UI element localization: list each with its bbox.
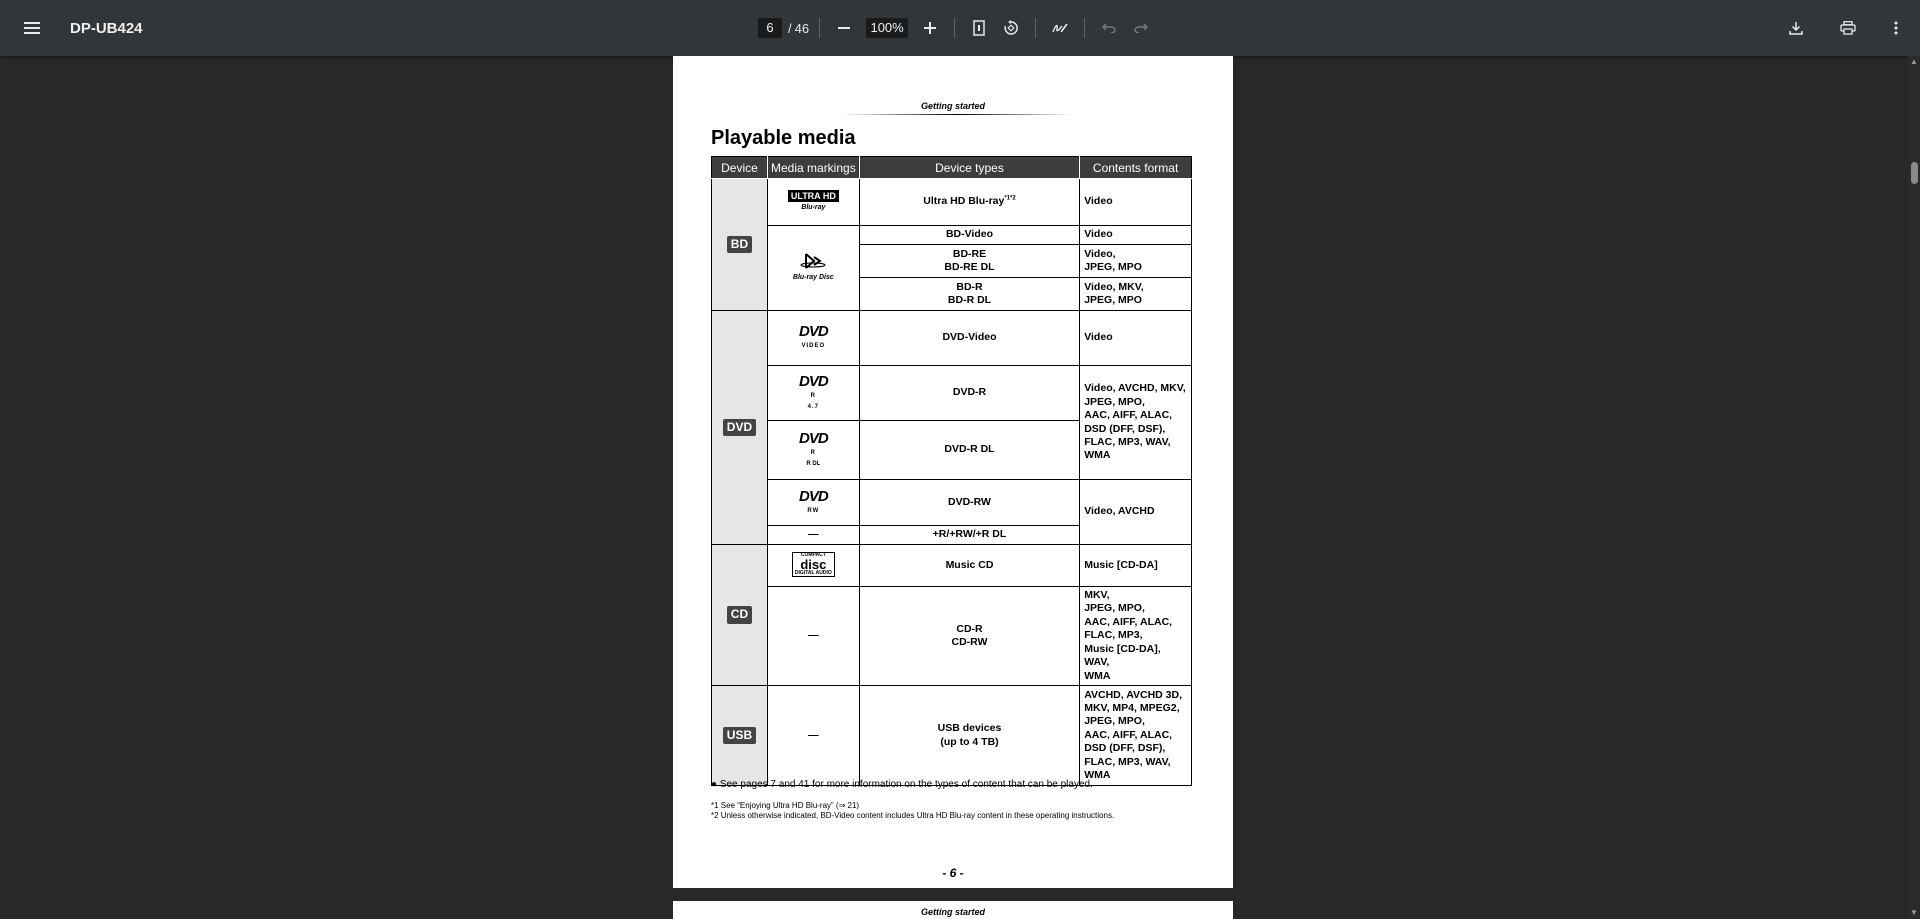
- device-type-bd-r: BD-R BD-R DL: [859, 278, 1079, 311]
- ultra-hd-bluray-logo-icon: ULTRA HD Blu-ray: [788, 191, 839, 212]
- scroll-up-icon[interactable]: ▲: [1910, 57, 1918, 66]
- device-cell-cd: [712, 545, 768, 686]
- redo-icon[interactable]: [1127, 14, 1155, 42]
- table-row: [712, 686, 1192, 786]
- col-header-media-markings: Media markings: [767, 157, 859, 179]
- playable-media-table: [711, 156, 1192, 786]
- media-mark-dvd-r-dl: [767, 421, 859, 480]
- col-header-device-types: Device types: [859, 157, 1079, 179]
- media-mark-music-cd: [767, 545, 859, 587]
- device-type-dvd-r-dl: DVD-R DL: [859, 421, 1079, 480]
- page-7: [673, 901, 1233, 919]
- page-total: 46: [794, 20, 810, 36]
- page-number: - 6 -: [942, 866, 964, 880]
- more-vert-icon[interactable]: [1882, 14, 1910, 42]
- media-mark-dvd-rw: [767, 480, 859, 526]
- device-type-uhd: Ultra HD Blu-ray$^{*1*2}$: [859, 179, 1079, 226]
- toolbar-divider: [1084, 18, 1085, 38]
- media-mark-plus-r: —: [767, 526, 859, 545]
- section-title: Playable media: [711, 127, 856, 149]
- media-mark-dvd-video: [767, 311, 859, 366]
- footnote-1: *1 See “Enjoying Ultra HD Blu-ray” (⇒ 21): [711, 801, 860, 810]
- device-type-plus-r: +R/+RW/+R DL: [859, 526, 1079, 545]
- device-badge-usb: USB: [723, 727, 756, 744]
- device-type-music-cd: Music CD: [859, 545, 1079, 587]
- table-row: [712, 480, 1192, 526]
- format-bd-re: Video, JPEG, MPO: [1080, 245, 1192, 278]
- device-badge-dvd: DVD: [723, 419, 756, 436]
- table-row: [712, 587, 1192, 686]
- dvd-r-logo-icon: DVD R 4.7: [799, 373, 828, 410]
- table-row: [712, 311, 1192, 366]
- document-viewer[interactable]: [0, 56, 1920, 919]
- device-type-usb: USB devices (up to 4 TB): [859, 686, 1079, 786]
- device-type-cd-r: CD-R CD-RW: [859, 587, 1079, 686]
- table-row: [712, 545, 1192, 587]
- format-bd-r: Video, MKV, JPEG, MPO: [1080, 278, 1192, 311]
- fit-page-icon[interactable]: [965, 14, 993, 42]
- dvd-r-dl-logo-icon: DVD R R DL: [799, 430, 828, 467]
- format-music-cd: Music [CD-DA]: [1080, 545, 1192, 587]
- document-title: DP-UB424: [70, 19, 143, 37]
- scrollbar-thumb[interactable]: [1911, 162, 1918, 184]
- footnote-2: *2 Unless otherwise indicated, BD-Video content includes Ultra HD Blu-ray content in these operating instructions.: [711, 811, 1115, 820]
- dvd-rw-logo-icon: DVD RW: [799, 487, 828, 514]
- format-cd-r: MKV, JPEG, MPO, AAC, AIFF, ALAC, FLAC, MP3, Music [CD-DA], WAV, WMA: [1080, 587, 1192, 686]
- undo-icon[interactable]: [1095, 14, 1123, 42]
- format-dvd-rw: Video, AVCHD: [1080, 480, 1192, 545]
- running-head: Getting started: [920, 907, 985, 917]
- bluray-disc-logo-icon: Blu-ray Disc: [793, 253, 834, 282]
- page-separator: /: [788, 20, 792, 36]
- col-header-device: Device: [712, 157, 768, 179]
- col-header-contents-format: Contents format: [1080, 157, 1192, 179]
- rotate-icon[interactable]: [997, 14, 1025, 42]
- format-uhd: Video: [1080, 179, 1192, 226]
- media-mark-cd-r: —: [767, 587, 859, 686]
- media-mark-dvd-r: [767, 366, 859, 421]
- annotate-icon[interactable]: [1046, 14, 1074, 42]
- zoom-in-icon[interactable]: [916, 14, 944, 42]
- media-mark-uhd: [767, 179, 859, 226]
- running-head-rule: [843, 114, 1073, 115]
- dvd-video-logo-icon: DVD VIDEO: [799, 323, 828, 350]
- device-cell-usb: [712, 686, 768, 786]
- page-number-input[interactable]: 6: [758, 18, 782, 38]
- device-type-dvd-r: DVD-R: [859, 366, 1079, 421]
- content-note: ● See pages 7 and 41 for more information on the types of content that can be played.: [711, 779, 1093, 790]
- vertical-scrollbar[interactable]: [1908, 56, 1920, 919]
- print-icon[interactable]: [1834, 14, 1862, 42]
- toolbar-divider: [954, 18, 955, 38]
- menu-icon[interactable]: [18, 14, 46, 42]
- table-row: [712, 179, 1192, 226]
- media-mark-usb: —: [767, 686, 859, 786]
- pdf-toolbar: [0, 0, 1920, 56]
- device-type-bd-video: BD-Video: [859, 226, 1079, 245]
- device-type-bd-re: BD-RE BD-RE DL: [859, 245, 1079, 278]
- format-usb: AVCHD, AVCHD 3D, MKV, MP4, MPEG2, JPEG, MPO, AAC, AIFF, ALAC, DSD (DFF, DSF), FLAC, MP3, WAV, WMA: [1080, 686, 1192, 786]
- format-dvd-r: Video, AVCHD, MKV, JPEG, MPO, AAC, AIFF, ALAC, DSD (DFF, DSF), FLAC, MP3, WAV, WMA: [1080, 366, 1192, 480]
- device-cell-dvd: [712, 311, 768, 545]
- device-badge-cd: CD: [727, 606, 752, 623]
- compact-disc-logo-icon: COMPACT disc DIGITAL AUDIO: [792, 552, 835, 577]
- device-type-dvd-video: DVD-Video: [859, 311, 1079, 366]
- table-row: [712, 366, 1192, 421]
- running-head: Getting started: [920, 101, 985, 111]
- table-row: [712, 226, 1192, 245]
- zoom-input[interactable]: 100%: [866, 18, 908, 38]
- scroll-down-icon[interactable]: ▼: [1910, 908, 1918, 917]
- format-bd-video: Video: [1080, 226, 1192, 245]
- media-mark-bluray: [767, 226, 859, 311]
- toolbar-divider: [1035, 18, 1036, 38]
- device-cell-bd: [712, 179, 768, 311]
- download-icon[interactable]: [1782, 14, 1810, 42]
- device-type-dvd-rw: DVD-RW: [859, 480, 1079, 526]
- device-badge-bd: BD: [727, 236, 752, 253]
- page-6: [673, 94, 1233, 888]
- zoom-out-icon[interactable]: [830, 14, 858, 42]
- toolbar-divider: [819, 18, 820, 38]
- format-dvd-video: Video: [1080, 311, 1192, 366]
